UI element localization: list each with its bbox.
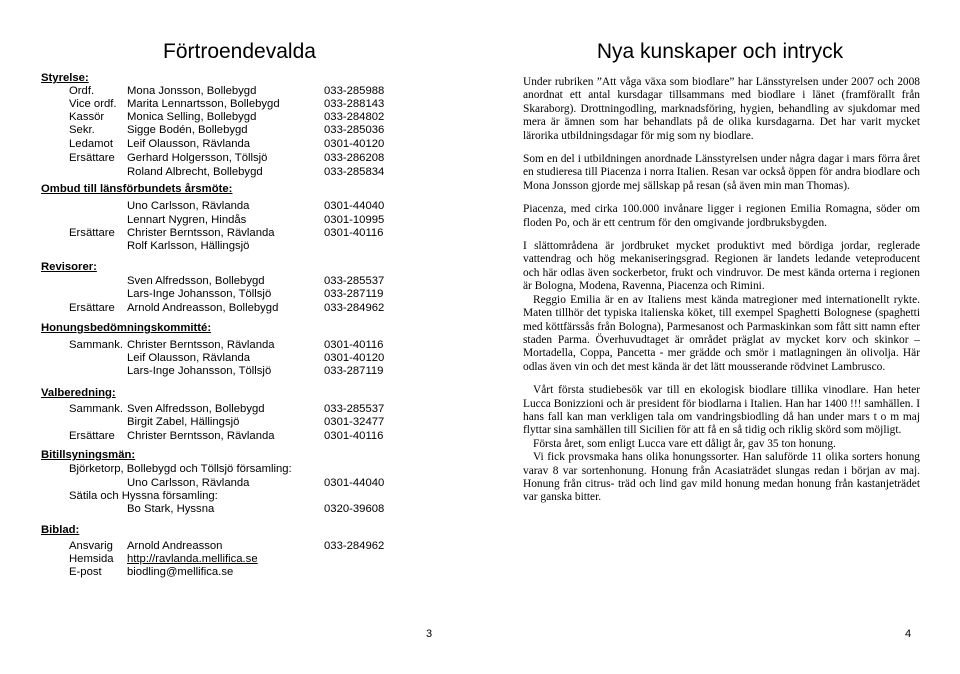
heading-honungsbedomning: Honungsbedömningskommitté:	[41, 322, 212, 334]
table-row	[0, 166, 480, 179]
table-row	[0, 85, 480, 98]
paragraph: Under rubriken ”Att våga växa som biodlare” har Länsstyrelsen under 2007 och 2008 anordnat ett antal kursdagar tillsammans med biodlare i länet (framförallt från Skaraborg). Drottningodling, marknadsföring, hygien, behandling av sjukdomar med mera är ämnen som har behandlats på de olika kursdagarna. Det har varit mycket lärorika utbildningsdagar för mig som ny biodlare.	[523, 76, 920, 142]
person-name: Uno Carlsson, Rävlanda	[127, 200, 250, 212]
person-name: Lars-Inge Johansson, Töllsjö	[127, 288, 272, 300]
role: Ordf.	[69, 85, 95, 97]
table-row	[0, 227, 480, 240]
person-name: Uno Carlsson, Rävlanda	[127, 477, 250, 489]
person-name: Lars-Inge Johansson, Töllsjö	[127, 365, 272, 377]
table-row	[0, 288, 480, 301]
person-name: Arnold Andreasson	[127, 540, 223, 552]
table-row	[0, 124, 480, 137]
role: Sammank.	[69, 339, 123, 351]
person-name: Sven Alfredsson, Bollebygd	[127, 275, 265, 287]
paragraph: Som en del i utbildningen anordnade Länsstyrelsen under några dagar i mars förra året en studieresa till Piacenza i norra Italien. Resan var också öppen för andra biodlare och Mona Jonsson gjorde mej sällskap på resan (så även min man Thomas).	[523, 153, 920, 192]
role: Kassör	[69, 111, 105, 123]
phone-number: 0301-40116	[324, 227, 384, 239]
phone-number: 0301-44040	[324, 477, 385, 489]
person-name: Leif Olausson, Rävlanda	[127, 138, 251, 150]
table-row	[0, 200, 480, 213]
page-title-nya-kunskaper: Nya kunskaper och intryck	[596, 40, 844, 63]
person-name: Christer Berntsson, Rävlanda	[127, 430, 275, 442]
table-row	[0, 339, 480, 352]
table-row	[0, 302, 480, 315]
phone-number: 033-285988	[324, 85, 385, 97]
list-item	[0, 463, 480, 476]
person-name: Bo Stark, Hyssna	[127, 503, 215, 515]
person-name: Gerhard Holgersson, Töllsjö	[127, 152, 268, 164]
phone-number: 033-284962	[324, 302, 385, 314]
right-page	[480, 0, 960, 674]
page-number: 3	[426, 628, 433, 640]
phone-number: 0301-44040	[324, 200, 385, 212]
phone-number: 0301-32477	[324, 416, 385, 428]
list-item	[0, 490, 480, 503]
table-row	[0, 365, 480, 378]
table-row	[0, 352, 480, 365]
person-name: Christer Berntsson, Rävlanda	[127, 339, 275, 351]
person-name: Lennart Nygren, Hindås	[127, 214, 247, 226]
table-row	[0, 553, 480, 566]
role: Ersättare	[69, 430, 115, 442]
parish-label: Sätila och Hyssna församling:	[69, 490, 218, 502]
table-row	[0, 152, 480, 165]
table-row	[0, 503, 480, 516]
table-row	[0, 540, 480, 553]
phone-number: 033-284802	[324, 111, 385, 123]
paragraph: Piacenza, med cirka 100.000 invånare ligger i regionen Emilia Romagna, söder om floden Po, och är ett centrum för den omgivande jordbruksbygden.	[523, 203, 920, 229]
paragraph: Reggio Emilia är en av Italiens mest kända matregioner med internationellt rykte. Maten tillhör det typiska italienska köket, till exempel Spaghetti Bolognese (spaghetti med köttfärssås från Bologna), Parmesanost och Parmaskinkan som fått sitt namn efter staden Parma. Överhuvudtaget är området präglat av mycket korv och skinkor – Mortadella, Coppa, Pancetta - mer grädde och smör i matlagningen än olivolja. Här odlas även vin och det mest kända är det lätt mousserande rödvinet Lambrusco.	[523, 293, 920, 373]
parish-label: Björketorp, Bollebygd och Töllsjö församling:	[69, 463, 292, 475]
person-name: Monica Selling, Bollebygd	[127, 111, 257, 123]
page-number: 4	[905, 628, 912, 640]
table-row	[0, 111, 480, 124]
table-row	[0, 214, 480, 227]
heading-biblad: Biblad:	[41, 524, 80, 536]
role: E-post	[69, 566, 102, 578]
table-row	[0, 566, 480, 579]
heading-valberedning: Valberedning:	[41, 387, 116, 399]
phone-number: 0301-40120	[324, 352, 385, 364]
person-name: Marita Lennartsson, Bollebygd	[127, 98, 280, 110]
paragraph: I slättområdena är jordbruket mycket produktivt med bördiga jordar, reglerade vattendrag och hög mekaniseringsgrad. Regionen är landets ledande veteproducent och här odlas även sockerbetor, frukt och vindruvor. De mest kända orterna i regionen är Bologna, Modena, Ravenna, Piacenza och Rimini.	[523, 240, 920, 293]
phone-number: 0301-40116	[324, 430, 384, 442]
phone-number: 033-285834	[324, 166, 385, 178]
phone-number: 033-287119	[324, 288, 384, 300]
role: Ledamot	[69, 138, 113, 150]
role: Ersättare	[69, 227, 115, 239]
role: Hemsida	[69, 553, 114, 565]
phone-number: 033-287119	[324, 365, 384, 377]
phone-number: 0301-40120	[324, 138, 385, 150]
phone-number: 0301-10995	[324, 214, 385, 226]
heading-styrelse: Styrelse:	[41, 72, 89, 84]
table-row	[0, 98, 480, 111]
paragraph: Vårt första studiebesök var till en ekologisk biodlare tillika vinodlare. Han heter Lucca Bonizzioni och är president för biodlarna i Italien. Han har 1400 !!! samhällen. I hans fall kan man verkligen tala om vandringsbiodling då han under mars t o m maj flyttar sina samhällen till Sicilien för att få en så tidig och riklig skörd som möjligt.	[523, 384, 920, 437]
role: Ersättare	[69, 152, 115, 164]
table-row	[0, 138, 480, 151]
phone-number: 033-285036	[324, 124, 385, 136]
person-name: Christer Berntsson, Rävlanda	[127, 227, 275, 239]
table-row	[0, 403, 480, 416]
person-name: Sigge Bodén, Bollebygd	[127, 124, 248, 136]
phone-number: 0320-39608	[324, 503, 385, 515]
role: Sekr.	[69, 124, 95, 136]
person-name: Roland Albrecht, Bollebygd	[127, 166, 263, 178]
paragraph: Vi fick provsmaka hans olika honungssorter. Han saluförde 11 olika sorters honung varav 8 var sortenhonung. Honung från Acasiaträdet slungas redan i början av maj. Honung från citrus- träd och lind gav mild honung medan honung från kastanjeträdet var ganska bitter.	[523, 451, 920, 504]
phone-number: 033-285537	[324, 275, 385, 287]
heading-ombud: Ombud till länsförbundets årsmöte:	[41, 183, 233, 195]
page-title-fortroendevalda: Förtroendevalda	[163, 40, 316, 63]
role: Ersättare	[69, 302, 115, 314]
table-row	[0, 477, 480, 490]
heading-revisorer: Revisorer:	[41, 261, 97, 273]
person-name: Leif Olausson, Rävlanda	[127, 352, 251, 364]
homepage-link[interactable]: http://ravlanda.mellifica.se	[127, 553, 258, 565]
table-row	[0, 430, 480, 443]
person-name: Rolf Karlsson, Hällingsjö	[127, 240, 250, 252]
role: Sammank.	[69, 403, 123, 415]
phone-number: 033-286208	[324, 152, 385, 164]
table-row	[0, 416, 480, 429]
role: Vice ordf.	[69, 98, 117, 110]
email-address: biodling@mellifica.se	[127, 566, 234, 578]
article-body	[523, 76, 920, 505]
table-row	[0, 275, 480, 288]
role: Ansvarig	[69, 540, 113, 552]
paragraph: Första året, som enligt Lucca vare ett dåligt år, gav 35 ton honung.	[533, 437, 836, 450]
person-name: Birgit Zabel, Hällingsjö	[127, 416, 240, 428]
person-name: Arnold Andreasson, Bollebygd	[127, 302, 279, 314]
person-name: Mona Jonsson, Bollebygd	[127, 85, 257, 97]
phone-number: 0301-40116	[324, 339, 384, 351]
table-row	[0, 240, 480, 253]
phone-number: 033-288143	[324, 98, 385, 110]
heading-bitillsyningsman: Bitillsyningsmän:	[41, 449, 136, 461]
phone-number: 033-284962	[324, 540, 385, 552]
phone-number: 033-285537	[324, 403, 385, 415]
person-name: Sven Alfredsson, Bollebygd	[127, 403, 265, 415]
